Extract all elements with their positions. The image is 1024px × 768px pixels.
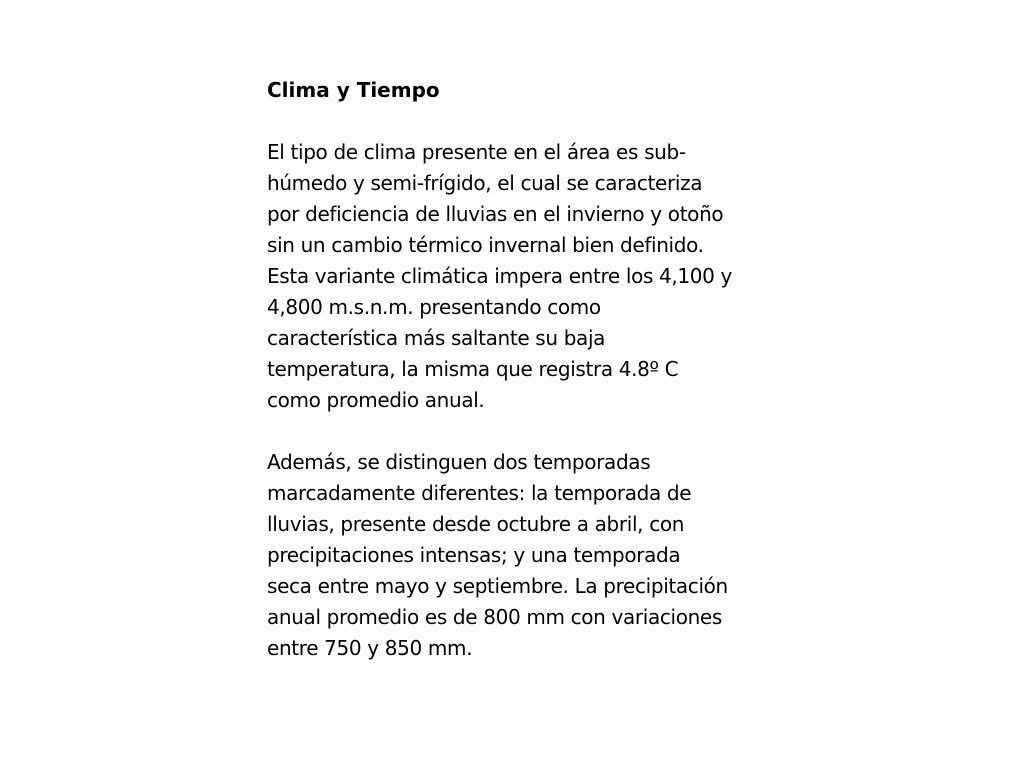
paragraph-1: [267, 137, 767, 416]
paragraph-line: seca entre mayo y septiembre. La precipitación: [267, 574, 728, 598]
slide-title: Clima y Tiempo: [267, 78, 440, 102]
paragraph-line: Además, se distinguen dos temporadas: [267, 450, 651, 474]
paragraph-line: Esta variante climática impera entre los 4,100 y: [267, 264, 733, 288]
paragraph-line: lluvias, presente desde octubre a abril, con: [267, 512, 685, 536]
spacer: [267, 416, 767, 447]
paragraph-line: El tipo de clima presente en el área es sub-: [267, 140, 686, 164]
text-box: [267, 75, 767, 664]
paragraph-line: temperatura, la misma que registra 4.8º C: [267, 357, 679, 381]
paragraph-line: entre 750 y 850 mm.: [267, 636, 473, 660]
paragraph-line: característica más saltante su baja: [267, 326, 606, 350]
paragraph-line: por deficiencia de lluvias en el invierno y otoño: [267, 202, 724, 226]
paragraph-line: como promedio anual.: [267, 388, 485, 412]
paragraph-line: sin un cambio térmico invernal bien definido.: [267, 233, 704, 257]
paragraph-line: marcadamente diferentes: la temporada de: [267, 481, 692, 505]
paragraph-line: precipitaciones intensas; y una temporada: [267, 543, 681, 567]
paragraph-line: húmedo y semi-frígido, el cual se caracteriza: [267, 171, 703, 195]
paragraph-line: 4,800 m.s.n.m. presentando como: [267, 295, 601, 319]
spacer: [267, 106, 767, 137]
paragraph-line: anual promedio es de 800 mm con variaciones: [267, 605, 722, 629]
paragraph-2: [267, 447, 767, 664]
